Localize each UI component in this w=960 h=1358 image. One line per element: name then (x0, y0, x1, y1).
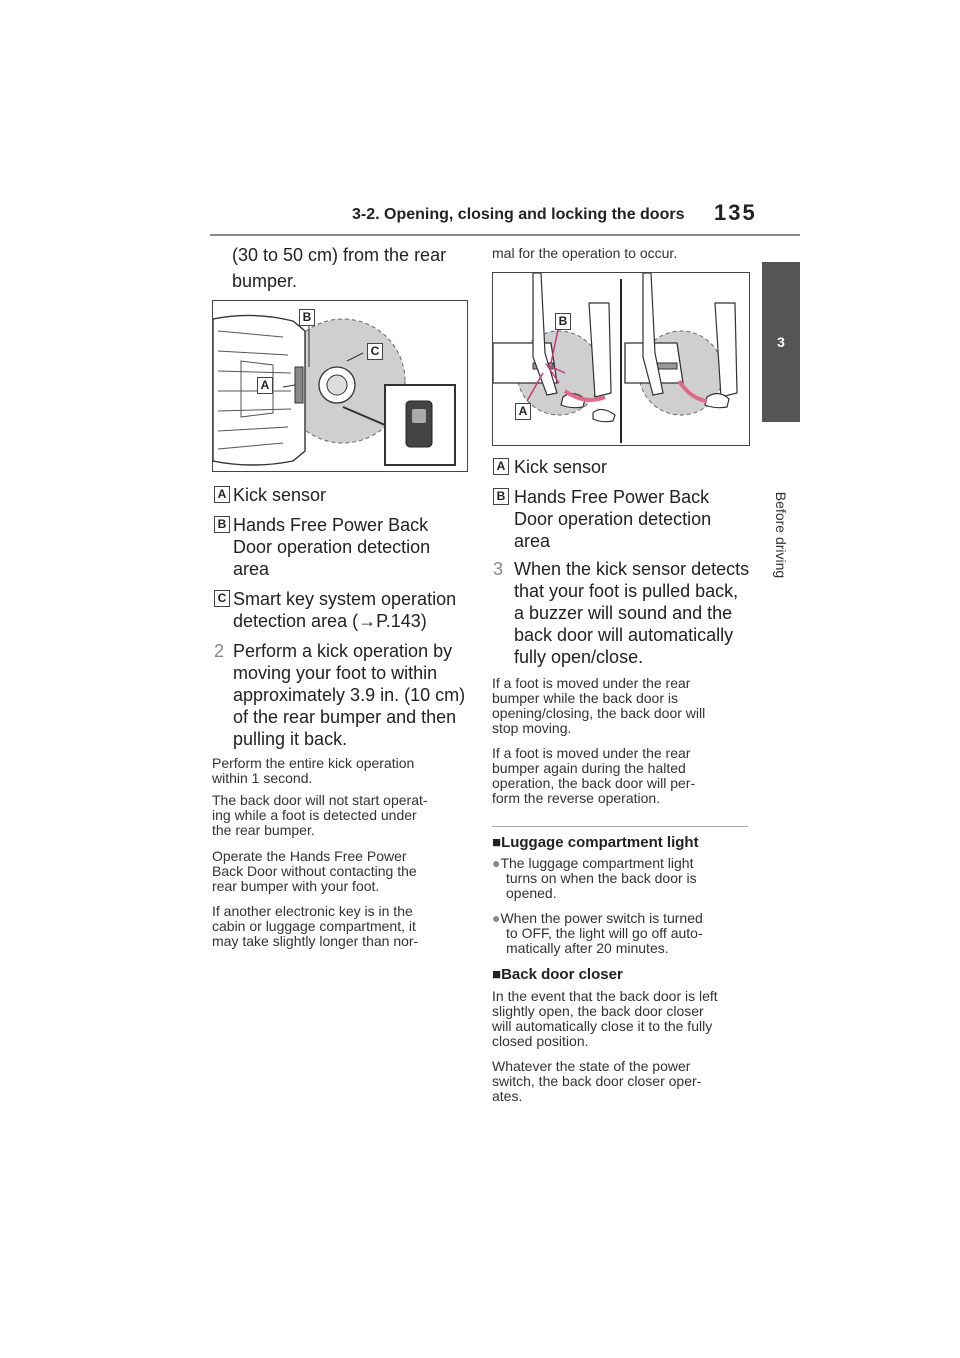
closer-para-1-line-3: will automatically close it to the fully (492, 1018, 713, 1034)
figure-label-a: A (515, 403, 531, 420)
step-3-line-1: When the kick sensor detects (514, 559, 750, 579)
legend-detection-area-line-2: Door operation detection (233, 537, 431, 557)
figure-label-a: A (257, 377, 273, 394)
luggage-light-heading: ■Luggage compartment light (492, 834, 699, 851)
chapter-side-label (762, 470, 800, 600)
kick-operation-figure (492, 272, 750, 446)
legend-tag-a: A (493, 458, 509, 475)
page-number: 135 (714, 200, 757, 225)
note-6-line-4: form the reverse operation. (492, 790, 661, 806)
legend-smart-key-line-1: Smart key system operation (233, 589, 457, 609)
note-5-line-1: If a foot is moved under the rear (492, 675, 691, 691)
note-6-line-3: operation, the back door will per- (492, 775, 696, 791)
note-6-line-1: If a foot is moved under the rear (492, 745, 691, 761)
note-4-line-3: may take slightly longer than nor- (212, 933, 419, 949)
bullet-2-line-3: matically after 20 minutes. (506, 940, 669, 956)
legend-detection-area-line-1: Hands Free Power Back (514, 487, 710, 507)
note-2-line-2: ing while a foot is detected under (212, 807, 417, 823)
intro-line-2: bumper. (232, 271, 298, 291)
page-reference-link[interactable]: P.143) (376, 611, 427, 631)
closer-para-1-line-2: slightly open, the back door closer (492, 1003, 704, 1019)
closer-para-2-line-3: ates. (492, 1088, 523, 1104)
note-2-line-3: the rear bumper. (212, 822, 315, 838)
vehicle-rear-illustration (213, 301, 467, 471)
note-6-line-2: bumper again during the halted (492, 760, 686, 776)
square-bullet-icon: ■ (492, 966, 502, 983)
header-divider (210, 234, 800, 236)
legend-tag-a: A (214, 486, 230, 503)
circle-bullet-icon: ● (492, 910, 501, 926)
note-4-line-1: If another electronic key is in the (212, 903, 413, 919)
note-3-line-2: Back Door without contacting the (212, 863, 417, 879)
step-3-line-5: fully open/close. (514, 647, 644, 667)
legend-tag-c: C (214, 590, 230, 607)
kick-sensor-area-figure (212, 300, 468, 472)
note-5-line-4: stop moving. (492, 720, 572, 736)
closer-para-2-line-2: switch, the back door closer oper- (492, 1073, 702, 1089)
figure-label-b: B (299, 309, 315, 326)
step-2-line-1: Perform a kick operation by (233, 641, 453, 661)
note-1-line-2: within 1 second. (212, 770, 313, 786)
legend-detection-area-line-2: Door operation detection (514, 509, 712, 529)
continued-text: mal for the operation to occur. (492, 245, 678, 261)
legend-kick-sensor: Kick sensor (514, 457, 608, 477)
step-2-line-3: approximately 3.9 in. (10 cm) (233, 685, 466, 705)
closer-para-2-line-1: Whatever the state of the power (492, 1058, 691, 1074)
legend-detection-area-line-3: area (514, 531, 551, 551)
step-2-line-5: pulling it back. (233, 729, 348, 749)
chapter-tab (762, 262, 800, 422)
bullet-1-line-1: ●The luggage compartment light (492, 855, 694, 871)
note-3-line-1: Operate the Hands Free Power (212, 848, 407, 864)
closer-para-1-line-1: In the event that the back door is left (492, 988, 718, 1004)
closer-para-1-line-4: closed position. (492, 1033, 589, 1049)
note-1-line-1: Perform the entire kick operation (212, 755, 415, 771)
square-bullet-icon: ■ (492, 834, 502, 851)
back-door-closer-heading: ■Back door closer (492, 966, 623, 983)
section-title: 3-2. Opening, closing and locking the doors (352, 206, 685, 223)
legend-detection-area-line-3: area (233, 559, 270, 579)
step-3-line-2: that your foot is pulled back, (514, 581, 739, 601)
step-2-line-4: of the rear bumper and then (233, 707, 457, 727)
figure-label-c: C (367, 343, 383, 360)
note-2-line-1: The back door will not start operat- (212, 792, 428, 808)
note-3-line-3: rear bumper with your foot. (212, 878, 380, 894)
legend-tag-b: B (214, 516, 230, 533)
section-divider (492, 826, 748, 827)
intro-line-1: (30 to 50 cm) from the rear (232, 245, 447, 265)
note-5-line-2: bumper while the back door is (492, 690, 678, 706)
step-2-number: 2 (214, 641, 225, 661)
arrow-right-icon: → (358, 611, 377, 631)
bullet-2-line-2: to OFF, the light will go off auto- (506, 925, 703, 941)
legend-tag-b: B (493, 488, 509, 505)
bullet-2-line-1: ●When the power switch is turned (492, 910, 703, 926)
note-4-line-2: cabin or luggage compartment, it (212, 918, 416, 934)
legend-smart-key-line-2: detection area (→P.143) (233, 611, 427, 631)
bullet-1-line-2: turns on when the back door is (506, 870, 697, 886)
note-5-line-3: opening/closing, the back door will (492, 705, 706, 721)
figure-label-b: B (555, 313, 571, 330)
circle-bullet-icon: ● (492, 855, 501, 871)
chapter-number: 3 (777, 334, 785, 350)
chapter-name: Before driving (773, 491, 789, 579)
legend-detection-area-line-1: Hands Free Power Back (233, 515, 429, 535)
step-3-line-3: a buzzer will sound and the (514, 603, 733, 623)
step-2-line-2: moving your foot to within (233, 663, 438, 683)
step-3-number: 3 (493, 559, 504, 579)
step-3-line-4: back door will automatically (514, 625, 734, 645)
kick-motion-illustration (493, 273, 749, 445)
bullet-1-line-3: opened. (506, 885, 557, 901)
legend-kick-sensor: Kick sensor (233, 485, 327, 505)
